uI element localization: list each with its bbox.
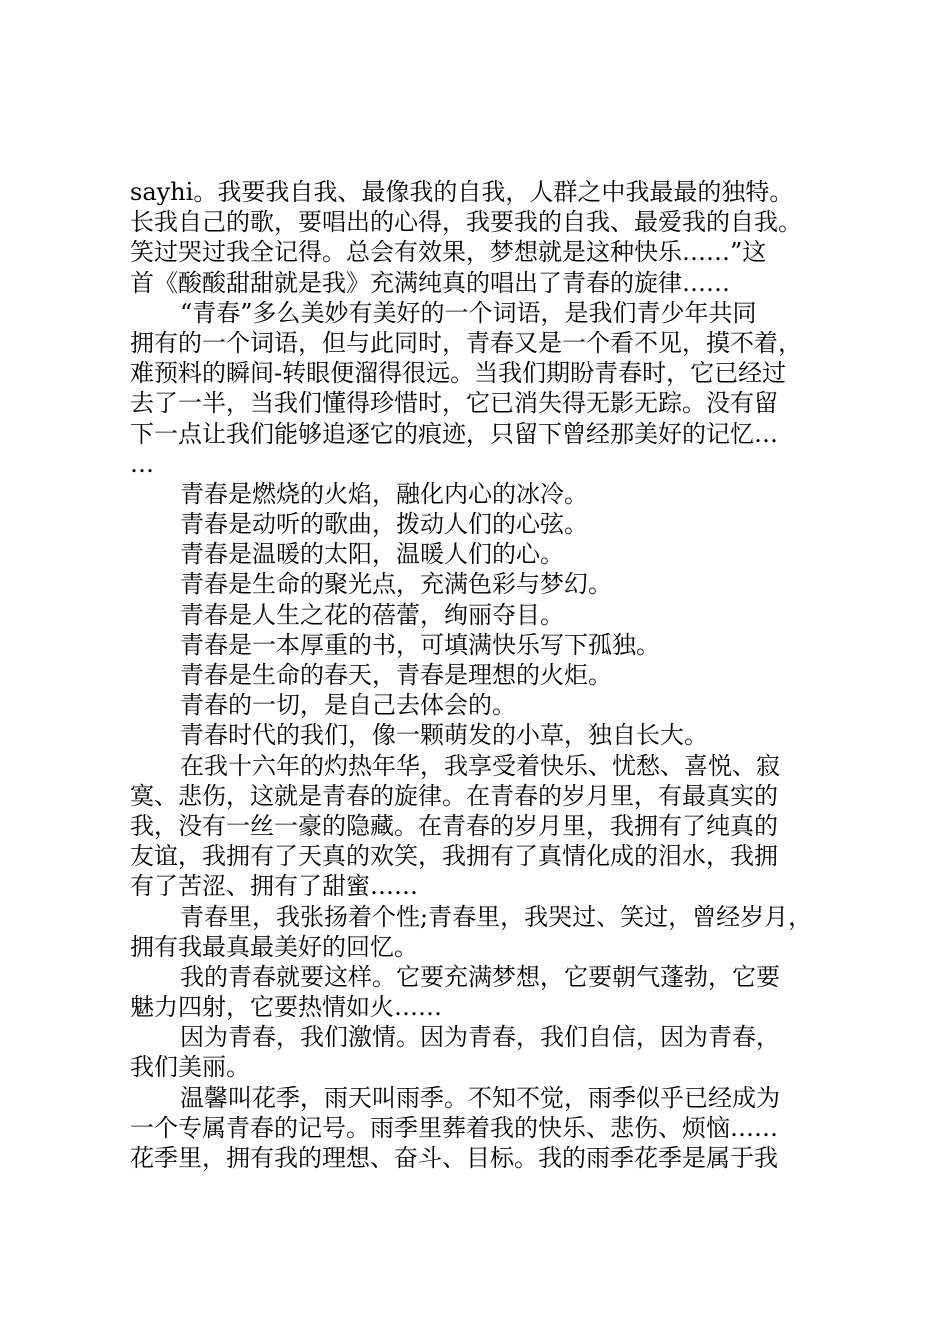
text-line: sayhi。我要我自我、最像我的自我，人群之中我最最的独特。 [130,178,794,206]
text-line: 拥有的一个词语，但与此同时，青春又是一个看不见，摸不着， [130,328,802,357]
text-line: 下一点让我们能够追逐它的痕迹，只留下曾经那美好的记忆… [130,419,778,448]
text-line: 温馨叫花季，雨天叫雨季。不知不觉，雨季似乎已经成为 [180,1083,780,1112]
text-line: 我们美丽。 [130,1053,250,1082]
text-line: 因为青春，我们激情。因为青春，我们自信，因为青春， [180,1023,780,1052]
text-line: 首《酸酸甜甜就是我》充满纯真的唱出了青春的旋律…… [130,268,730,297]
text-line: 青春的一切，是自己去体会的。 [180,691,516,720]
text-line: 我，没有一丝一豪的隐藏。在青春的岁月里，我拥有了纯真的 [130,811,778,840]
text-line: 寞、悲伤，这就是青春的旋律。在青春的岁月里，有最真实的 [130,781,778,810]
text-line: 青春是动听的歌曲，拨动人们的心弦。 [180,510,588,539]
text-line: 在我十六年的灼热年华，我享受着快乐、忧愁、喜悦、寂 [180,751,780,780]
text-line: 笑过哭过我全记得。总会有效果，梦想就是这种快乐……”这 [130,238,767,267]
text-line: 魅力四射，它要热情如火…… [130,993,442,1022]
text-line: 青春时代的我们，像一颗萌发的小草，独自长大。 [180,721,708,750]
text-line: 花季里，拥有我的理想、奋斗、目标。我的雨季花季是属于我 [130,1144,778,1172]
text-line: 去了一半，当我们懂得珍惜时，它已消失得无影无踪。没有留 [130,389,778,418]
text-line: 拥有我最真最美好的回忆。 [130,932,418,961]
text-line: 有了苦涩、拥有了甜蜜…… [130,872,418,901]
text-line: 青春是生命的聚光点，充满色彩与梦幻。 [180,570,612,599]
text-line: … [130,449,154,478]
text-line: 一个专属青春的记号。雨季里葬着我的快乐、悲伤、烦恼…… [130,1113,778,1142]
text-line: 青春是燃烧的火焰，融化内心的冰冷。 [180,479,588,508]
text-line: 我的青春就要这样。它要充满梦想，它要朝气蓬勃，它要 [180,962,780,991]
text-line: 青春里，我张扬着个性;青春里，我哭过、笑过，曾经岁月， [180,902,813,931]
text-line: “青春”多么美妙有美好的一个词语，是我们青少年共同 [180,298,757,327]
text-line: 青春是人生之花的蓓蕾，绚丽夺目。 [180,600,564,629]
text-line: 青春是生命的春天，青春是理想的火炬。 [180,661,612,689]
text-line: 青春是温暖的太阳，温暖人们的心。 [180,540,564,569]
text-line: 长我自己的歌，要唱出的心得，我要我的自我、最爱我的自我。 [130,208,802,237]
document-body [130,177,835,1173]
text-line: 青春是一本厚重的书，可填满快乐写下孤独。 [180,630,660,659]
text-line: 友谊，我拥有了天真的欢笑，我拥有了真情化成的泪水，我拥 [130,842,778,871]
text-line: 难预料的瞬间-转眼便溜得很远。当我们期盼青春时，它已经过 [130,359,787,388]
